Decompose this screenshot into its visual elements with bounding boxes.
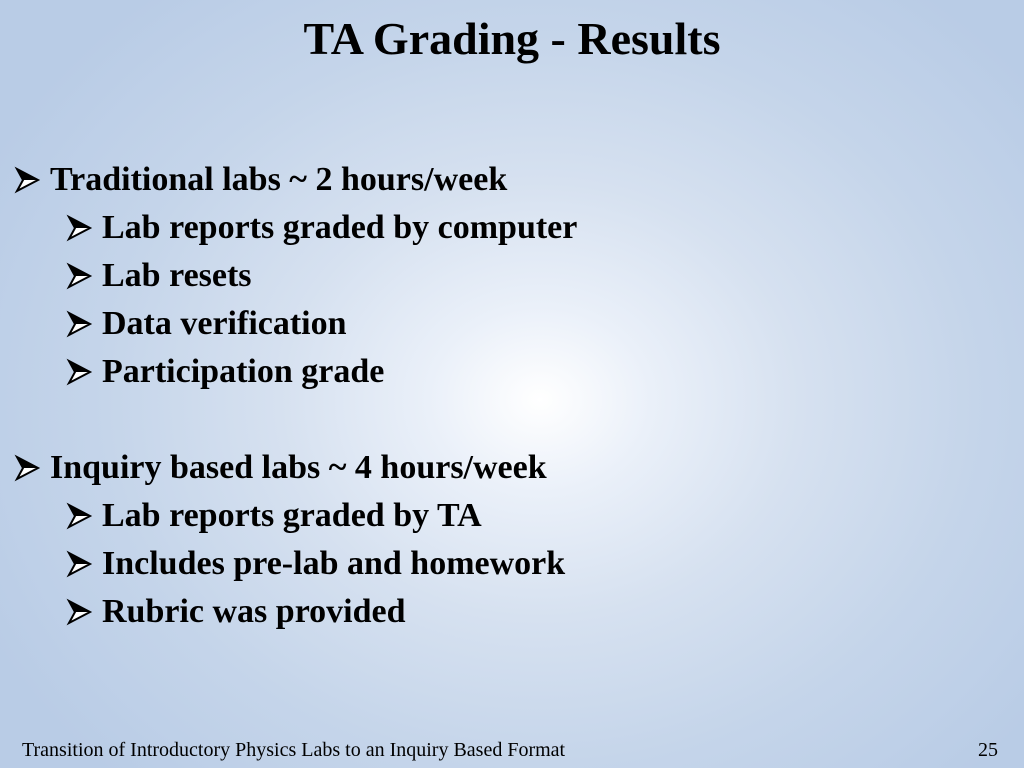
list-item: [12, 588, 1012, 636]
arrowhead-bullet-icon: [64, 597, 94, 627]
list-item-text: Lab reports graded by TA: [102, 497, 482, 534]
arrowhead-bullet-icon: [12, 165, 42, 195]
arrowhead-bullet-icon: [64, 357, 94, 387]
list-item-text: Rubric was provided: [102, 593, 406, 630]
list-item-text: Lab resets: [102, 257, 252, 294]
section-heading: [12, 444, 1012, 492]
list-item: [12, 492, 1012, 540]
list-item-text: Data verification: [102, 305, 347, 342]
list-item: [12, 540, 1012, 588]
list-item-text: Participation grade: [102, 353, 385, 390]
list-item: [12, 252, 1012, 300]
list-item-text: Lab reports graded by computer: [102, 209, 578, 246]
arrowhead-bullet-icon: [12, 453, 42, 483]
arrowhead-bullet-icon: [64, 261, 94, 291]
arrowhead-bullet-icon: [64, 213, 94, 243]
section-heading-text: Inquiry based labs ~ 4 hours/week: [50, 449, 547, 486]
list-item-text: Includes pre-lab and homework: [102, 545, 566, 582]
bullet-list: [12, 156, 1012, 636]
section-heading: [12, 156, 1012, 204]
slide-footer: Transition of Introductory Physics Labs to an Inquiry Based Format: [22, 739, 566, 761]
slide-number: 25: [978, 739, 998, 761]
arrowhead-bullet-icon: [64, 549, 94, 579]
list-item: [12, 300, 1012, 348]
arrowhead-bullet-icon: [64, 309, 94, 339]
arrowhead-bullet-icon: [64, 501, 94, 531]
list-item: [12, 204, 1012, 252]
slide-title: TA Grading - Results: [303, 13, 721, 64]
list-item: [12, 348, 1012, 396]
section-heading-text: Traditional labs ~ 2 hours/week: [50, 161, 508, 198]
section-spacer: [12, 396, 1012, 444]
